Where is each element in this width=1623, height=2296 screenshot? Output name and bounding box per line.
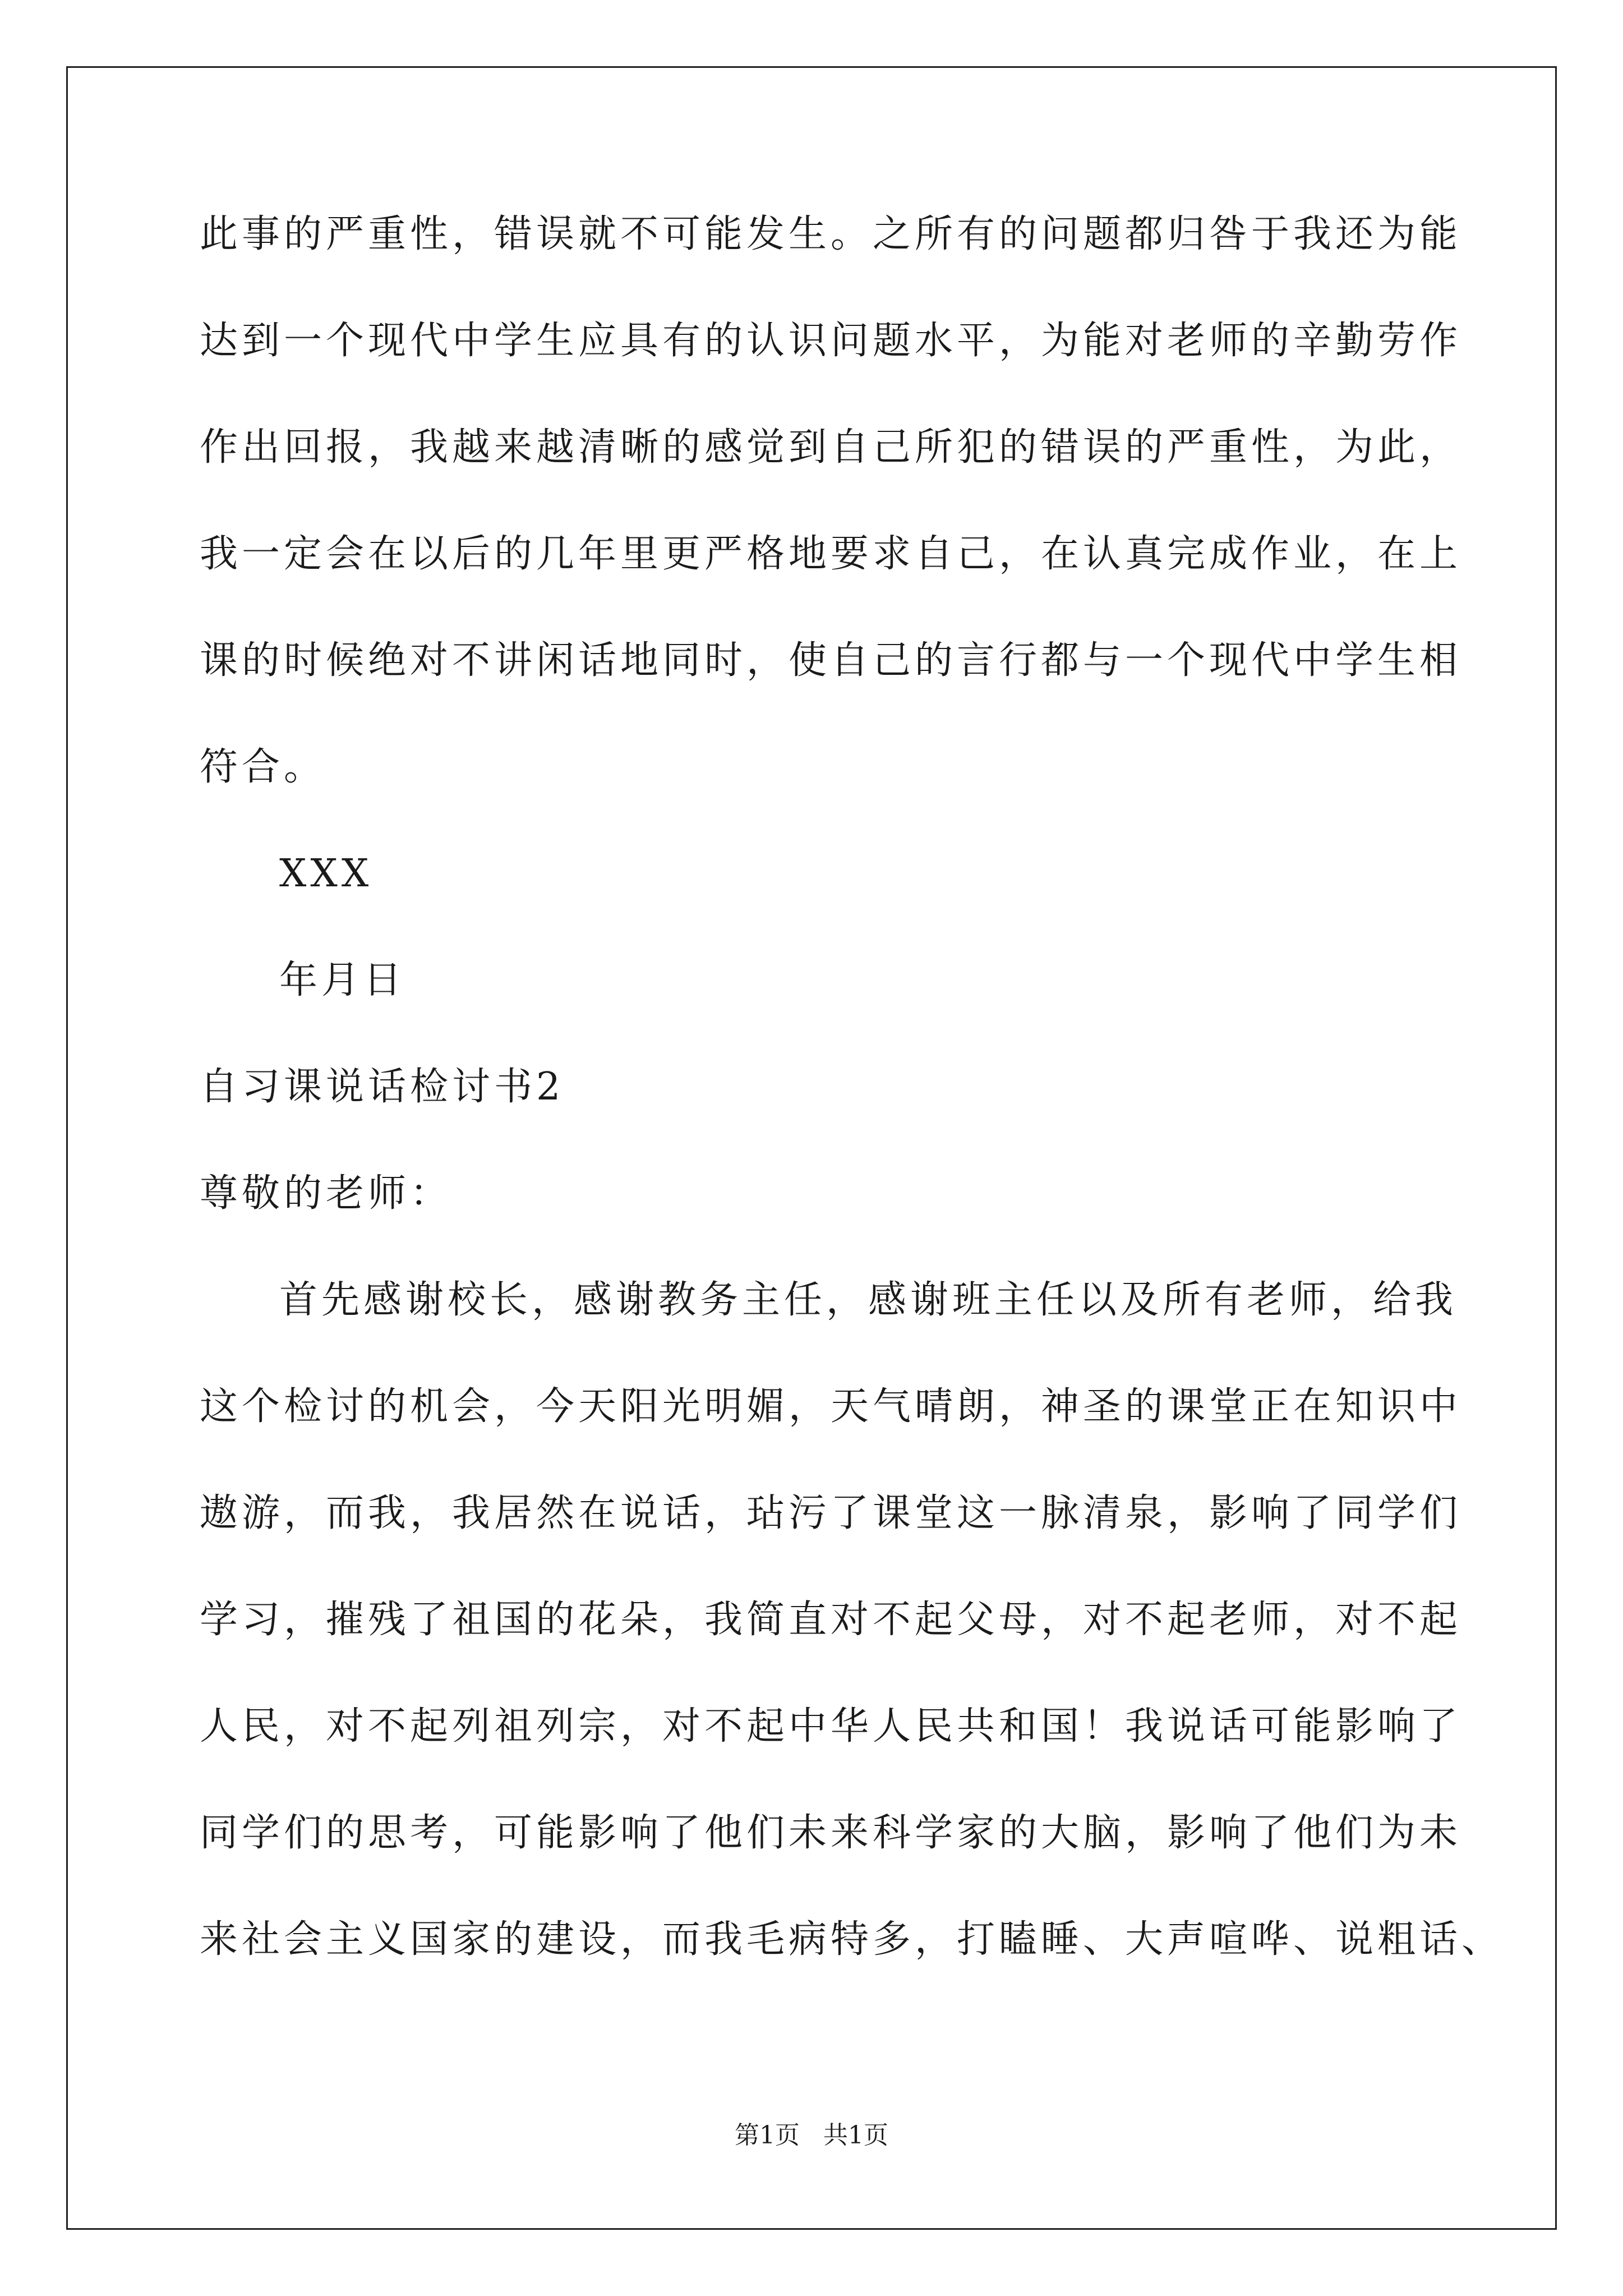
paragraph-line: 这个检讨的机会，今天阳光明媚，天气晴朗，神圣的课堂正在知识中 bbox=[200, 1384, 1462, 1429]
paragraph-line: 来社会主义国家的建设，而我毛病特多，打瞌睡、大声喧哗、说粗话、 bbox=[200, 1917, 1504, 1962]
paragraph-line: 遨游，而我，我居然在说话，玷污了课堂这一脉清泉，影响了同学们 bbox=[200, 1491, 1462, 1535]
paragraph-line: 我一定会在以后的几年里更严格地要求自己，在认真完成作业，在上 bbox=[200, 532, 1462, 576]
paragraph-line: 课的时候绝对不讲闲话地同时，使自己的言行都与一个现代中学生相 bbox=[200, 638, 1462, 683]
signature-name: XXX bbox=[279, 852, 373, 896]
paragraph-line: 符合。 bbox=[200, 745, 326, 789]
paragraph-line: 此事的严重性，错误就不可能发生。之所有的问题都归咎于我还为能 bbox=[200, 212, 1462, 256]
document-body bbox=[200, 212, 1504, 2025]
paragraph-line: 达到一个现代中学生应具有的认识问题水平，为能对老师的辛勤劳作 bbox=[200, 319, 1462, 363]
paragraph-line: 同学们的思考，可能影响了他们未来科学家的大脑，影响了他们为未 bbox=[200, 1811, 1462, 1855]
paragraph-line: 首先感谢校长，感谢教务主任，感谢班主任以及所有老师，给我 bbox=[279, 1278, 1458, 1322]
paragraph-line: 学习，摧残了祖国的花朵，我简直对不起父母，对不起老师，对不起 bbox=[200, 1598, 1462, 1642]
page-number: 第1页 共1页 bbox=[735, 2121, 888, 2150]
signature-date: 年月日 bbox=[279, 958, 406, 1002]
paragraph-line: 人民，对不起列祖列宗，对不起中华人民共和国！我说话可能影响了 bbox=[200, 1704, 1462, 1749]
section-title: 自习课说话检讨书2 bbox=[200, 1065, 565, 1109]
paragraph-line: 作出回报，我越来越清晰的感觉到自己所犯的错误的严重性，为此， bbox=[200, 425, 1462, 470]
salutation: 尊敬的老师： bbox=[200, 1171, 453, 1216]
